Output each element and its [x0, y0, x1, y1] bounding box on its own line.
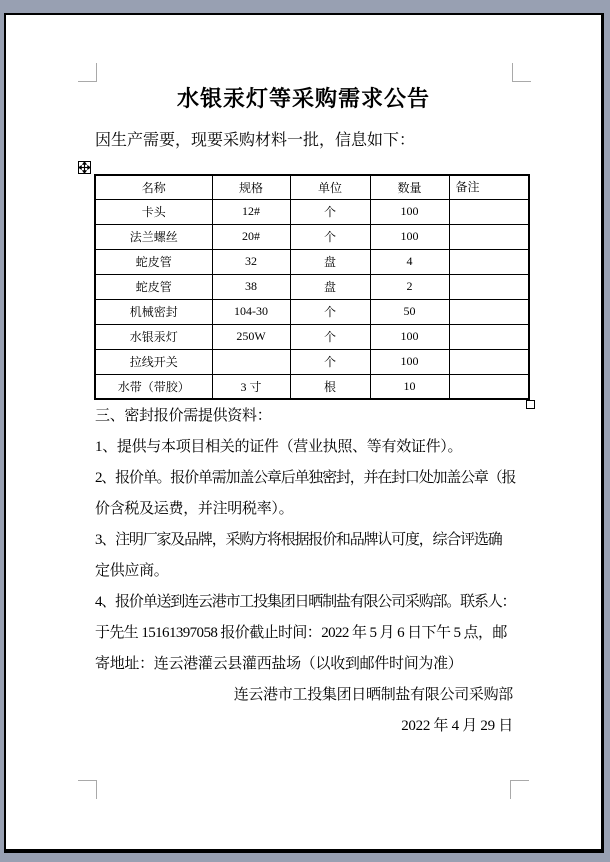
table-row	[95, 324, 529, 349]
cell-unit: 个	[290, 299, 370, 324]
margin-mark-top-right-icon	[512, 63, 531, 82]
cell-unit: 盘	[290, 249, 370, 274]
body-line: 于先生 15161397058 报价截止时间：2022 年 5 月 6 日下午 5 点，邮	[95, 625, 507, 641]
table-move-handle[interactable]	[78, 161, 91, 174]
table-row	[95, 374, 529, 399]
cell-name: 拉线开关	[95, 349, 212, 374]
section-heading: 三、密封报价需提供资料：	[95, 408, 272, 424]
body-line: 价含税及运费，并注明税率）。	[95, 501, 294, 517]
cell-unit: 个	[290, 199, 370, 224]
body-text	[95, 401, 519, 742]
cell-spec: 20#	[212, 224, 290, 249]
cell-remark	[449, 374, 529, 399]
cell-spec: 12#	[212, 199, 290, 224]
table-row	[95, 299, 529, 324]
cell-qty: 4	[370, 249, 449, 274]
materials-table	[94, 174, 530, 400]
table-row	[95, 224, 529, 249]
move-cross-icon	[79, 162, 90, 173]
cell-name: 水带（带胶）	[95, 374, 212, 399]
body-line: 定供应商。	[95, 563, 169, 579]
body-line: 1、提供与本项目相关的证件（营业执照、等有效证件）。	[95, 439, 463, 455]
cell-qty: 10	[370, 374, 449, 399]
header-spec: 规格	[212, 175, 290, 199]
cell-spec: 250W	[212, 324, 290, 349]
document-title: 水银汞灯等采购需求公告	[176, 86, 430, 111]
cell-remark	[449, 299, 529, 324]
table-row	[95, 199, 529, 224]
cell-qty: 2	[370, 274, 449, 299]
cell-unit: 个	[290, 349, 370, 374]
date-line: 2022 年 4 月 29 日	[401, 718, 513, 734]
cell-remark	[449, 349, 529, 374]
body-line: 2、报价单。报价单需加盖公章后单独密封，并在封口处加盖公章（报	[95, 470, 516, 486]
table-row	[95, 274, 529, 299]
table-header-row	[95, 175, 529, 199]
header-unit: 单位	[290, 175, 370, 199]
cell-name: 法兰螺丝	[95, 224, 212, 249]
cell-name: 水银汞灯	[95, 324, 212, 349]
cell-spec: 32	[212, 249, 290, 274]
cell-remark	[449, 324, 529, 349]
margin-mark-top-left-icon	[78, 63, 97, 82]
cell-qty: 100	[370, 224, 449, 249]
signature-line: 连云港市工投集团日晒制盐有限公司采购部	[233, 687, 513, 703]
table-resize-handle[interactable]	[526, 400, 535, 409]
cell-spec: 104-30	[212, 299, 290, 324]
cell-qty: 100	[370, 324, 449, 349]
cell-unit: 盘	[290, 274, 370, 299]
body-line: 寄地址：连云港灌云县灌西盐场（以收到邮件时间为准）	[95, 656, 463, 672]
cell-spec	[212, 349, 290, 374]
cell-name: 蛇皮管	[95, 249, 212, 274]
cell-name: 机械密封	[95, 299, 212, 324]
cell-spec: 38	[212, 274, 290, 299]
cell-remark	[449, 199, 529, 224]
cell-name: 蛇皮管	[95, 274, 212, 299]
cell-unit: 根	[290, 374, 370, 399]
table-row	[95, 249, 529, 274]
table-row	[95, 349, 529, 374]
body-line: 4、报价单送到连云港市工投集团日晒制盐有限公司采购部。联系人：	[95, 594, 516, 610]
header-remark: 备注	[449, 175, 529, 199]
cell-unit: 个	[290, 324, 370, 349]
header-name: 名称	[95, 175, 212, 199]
cell-remark	[449, 274, 529, 299]
cell-qty: 100	[370, 349, 449, 374]
cell-name: 卡头	[95, 199, 212, 224]
body-line: 3、注明厂家及品牌，采购方将根据报价和品牌认可度，综合评选确	[95, 532, 502, 548]
intro-paragraph: 因生产需要，现要采购材料一批，信息如下：	[95, 132, 416, 149]
margin-mark-bottom-left-icon	[78, 780, 97, 799]
cell-spec: 3 寸	[212, 374, 290, 399]
cell-remark	[449, 249, 529, 274]
document-page	[4, 13, 604, 853]
cell-qty: 100	[370, 199, 449, 224]
cell-remark	[449, 224, 529, 249]
cell-unit: 个	[290, 224, 370, 249]
cell-qty: 50	[370, 299, 449, 324]
header-qty: 数量	[370, 175, 449, 199]
margin-mark-bottom-right-icon	[510, 780, 529, 799]
